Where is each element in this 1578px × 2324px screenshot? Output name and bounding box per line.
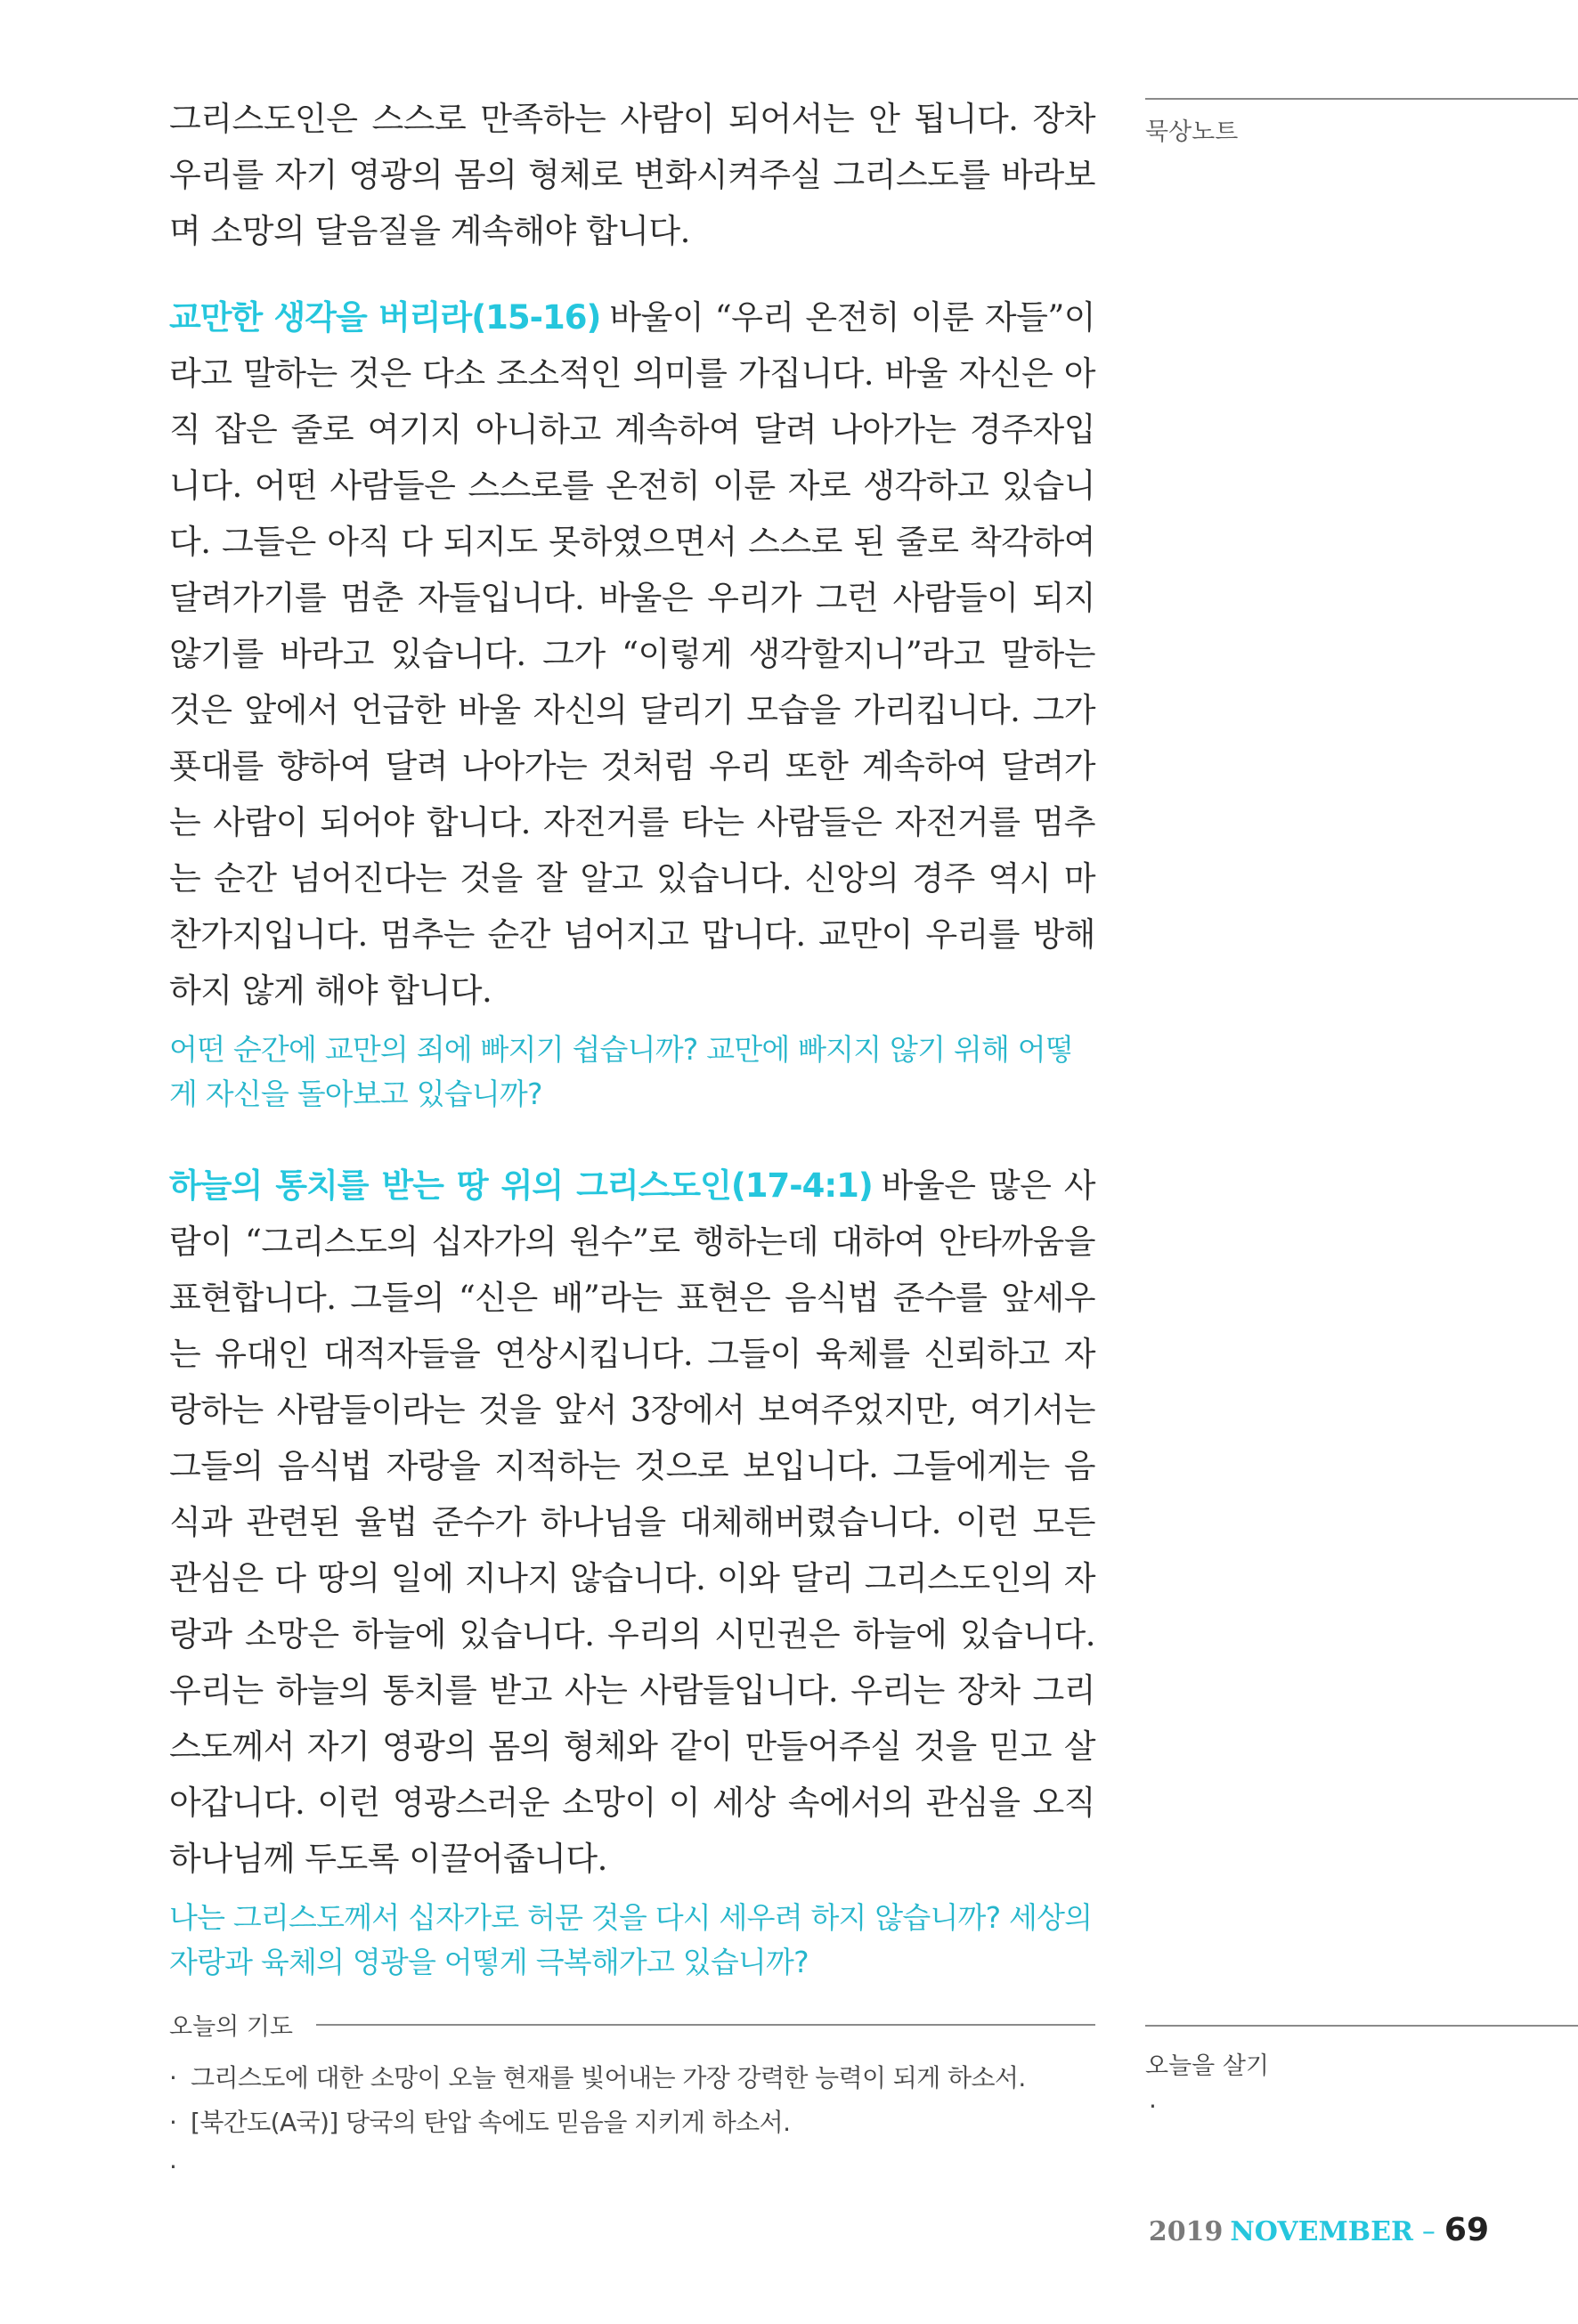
prayer-item [169,2101,1095,2145]
section-paragraph [169,1158,1095,1887]
bullet-icon: · [169,2152,177,2182]
bullet-icon: · [169,2063,177,2092]
intro-paragraph: 그리스도인은 스스로 만족하는 사람이 되어서는 안 됩니다. 장차 우리를 자기 영광의 몸의 형체로 변화시켜주실 그리스도를 바라보며 소망의 달음질을 계속해야 합니다. [169,100,1095,250]
reflection-question: 나는 그리스도께서 십자가로 허문 것을 다시 세우려 하지 않습니까? 세상의 자랑과 육체의 영광을 어떻게 극복해가고 있습니까? [169,1900,1093,1979]
meditation-note-sidebar [1145,98,1578,147]
footer-year: 2019 [1148,2216,1224,2247]
prayer-header [169,2007,1095,2042]
page-number: 69 [1444,2212,1489,2248]
prayer-title: 오늘의 기도 [169,2013,293,2041]
page-footer [1149,2212,1489,2248]
section-heading: 하늘의 통치를 받는 땅 위의 그리스도인(17-4:1) [169,1166,873,1205]
section-paragraph [169,289,1095,1019]
divider [1145,2025,1578,2027]
prayer-item-text: 그리스도에 대한 소망이 오늘 현재를 빛어내는 가장 강력한 능력이 되게 하소서. [191,2063,1026,2092]
bullet-icon: · [169,2108,177,2137]
living-today-label: 오늘을 살기 [1145,2052,1269,2080]
prayer-list [169,2056,1095,2190]
bullet-icon: · [1149,2092,1157,2121]
prayer-item [169,2145,1095,2190]
living-today-box [1145,2025,1578,2121]
todays-prayer [169,2007,1095,2190]
section-body: 바울이 “우리 온전히 이룬 자들”이라고 말하는 것은 다소 조소적인 의미를 가집니다. 바울 자신은 아직 잡은 줄로 여기지 아니하고 계속하여 달려 나아가는 경주자입니다. 어떤 사람들은 스스로를 온전히 이룬 자로 생각하고 있습니다. 그들은 아직 다 되지도 못하였으면서 스스로 된 줄로 착각하여 달려가기를 멈춘 자들입니다. 바울은 우리가 그런 사람들이 되지 않기를 바라고 있습니다. 그가 “이렇게 생각할지니”라고 말하는 것은 앞에서 언급한 바울 자신의 달리기 모습을 가리킵니다. 그가 푯대를 향하여 달려 나아가는 것처럼 우리 또한 계속하여 달려가는 사람이 되어야 합니다. 자전거를 타는 사람들은 자전거를 멈추는 순간 넘어진다는 것을 잘 알고 있습니다. 신앙의 경주 역시 마찬가지입니다. 멈추는 순간 넘어지고 맙니다. 교만이 우리를 방해하지 않게 해야 합니다. [169,298,1095,1010]
divider [316,2024,1095,2026]
reflection-question: 어떤 순간에 교만의 죄에 빠지기 쉽습니까? 교만에 빠지지 않기 위해 어떻게 자신을 돌아보고 있습니까? [169,1032,1073,1111]
section-heading: 교만한 생각을 버리라(15-16) [169,298,601,337]
prayer-item [169,2056,1095,2101]
section-pride [169,289,1095,1117]
section-heavenly-citizen [169,1158,1095,1985]
main-column [169,91,1095,2026]
meditation-note-label: 묵상노트 [1145,118,1239,146]
section-body: 바울은 많은 사람이 “그리스도의 십자가의 원수”로 행하는데 대하여 안타까움을 표현합니다. 그들의 “신은 배”라는 표현은 음식법 준수를 앞세우는 유대인 대적자들을 연상시킵니다. 그들이 육체를 신뢰하고 자랑하는 사람들이라는 것을 앞서 3장에서 보여주었지만, 여기서는 그들의 음식법 자랑을 지적하는 것으로 보입니다. 그들에게는 음식과 관련된 율법 준수가 하나님을 대체해버렸습니다. 이런 모든 관심은 다 땅의 일에 지나지 않습니다. 이와 달리 그리스도인의 자랑과 소망은 하늘에 있습니다. 우리의 시민권은 하늘에 있습니다. 우리는 하늘의 통치를 받고 사는 사람들입니다. 우리는 장차 그리스도께서 자기 영광의 몸의 형체와 같이 만들어주실 것을 믿고 살아갑니다. 이런 영광스러운 소망이 이 세상 속에서의 관심을 오직 하나님께 두도록 이끌어줍니다. [169,1166,1095,1878]
footer-dash: – [1421,2216,1436,2247]
divider [1145,98,1578,100]
prayer-item-text: [북간도(A국)] 당국의 탄압 속에도 믿음을 지키게 하소서. [191,2108,791,2137]
footer-month: NOVEMBER [1230,2216,1413,2247]
